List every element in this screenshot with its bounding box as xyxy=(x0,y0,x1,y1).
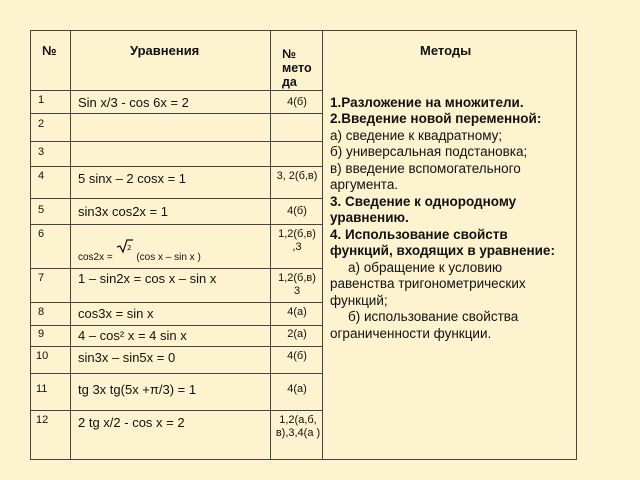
row-number: 3 xyxy=(38,146,45,158)
equation-text: 2 tg x/2 - cos x = 2 xyxy=(78,415,185,430)
equation-text: sin3x cos2x = 1 xyxy=(78,204,168,219)
method-2: 2.Введение новой переменной: xyxy=(330,111,542,127)
equation-text: 1 – sin2x = cos x – sin x xyxy=(78,271,217,286)
equation-text: Sin x/3 - cos 6x = 2 xyxy=(78,95,189,110)
method-code: 4(б) xyxy=(287,96,307,108)
table-divider-code xyxy=(322,30,323,460)
table-divider-eq xyxy=(270,30,271,460)
equation-text: sin3x – sin5x = 0 xyxy=(78,350,176,365)
method-1: 1.Разложение на множители. xyxy=(330,95,524,110)
row-separator xyxy=(30,410,323,411)
row-separator xyxy=(30,325,323,326)
row-separator xyxy=(30,302,323,303)
row-number: 11 xyxy=(36,383,48,395)
method-code: 1,2(б,в) 3 xyxy=(278,272,316,298)
method-code: 3, 2(б,в) xyxy=(276,170,318,182)
row-number: 5 xyxy=(38,204,45,216)
equation-lhs: cos2x = xyxy=(78,252,113,263)
row-separator xyxy=(30,224,323,225)
table-border-top xyxy=(30,30,577,31)
method-2b: б) универсальная подстановка; xyxy=(330,144,528,160)
table-border-right xyxy=(576,30,577,460)
row-number: 1 xyxy=(38,94,45,106)
table-border-bottom xyxy=(30,459,577,460)
method-code: 4(б) xyxy=(287,350,307,362)
row-separator xyxy=(30,346,323,347)
method-4a: а) обращение к условию равенства тригонометрических функций; xyxy=(330,259,526,308)
header-equations: Уравнения xyxy=(130,43,200,58)
row-number: 12 xyxy=(36,414,49,426)
row-number: 6 xyxy=(38,228,45,240)
equation-text: tg 3x tg(5x +π/3) = 1 xyxy=(78,382,197,397)
row-number: 8 xyxy=(38,306,45,318)
equation-rhs: (cos x – sin x ) xyxy=(136,252,201,263)
row-separator xyxy=(30,268,323,269)
header-bottom-line xyxy=(30,90,323,91)
header-num: № xyxy=(42,43,57,58)
row-separator xyxy=(30,198,323,199)
sqrt-symbol-icon xyxy=(116,238,134,257)
row-number: 7 xyxy=(38,272,45,284)
method-2c: в) введение вспомогательного аргумента. xyxy=(330,160,521,193)
row-separator xyxy=(30,141,323,142)
row-separator xyxy=(30,373,323,374)
method-4b: б) использование свойства ограниченности функции. xyxy=(330,309,519,341)
header-methods: Методы xyxy=(420,43,472,58)
table-border-left xyxy=(30,30,31,460)
equation-text xyxy=(78,244,201,263)
table-divider-num xyxy=(70,30,71,460)
equation-text: cos3x = sin x xyxy=(78,306,154,321)
equation-text: 5 sinx – 2 cosx = 1 xyxy=(78,171,187,186)
method-code: 2(а) xyxy=(287,328,307,340)
row-number: 9 xyxy=(38,328,45,340)
row-separator xyxy=(30,166,323,167)
header-method-num: № мето да xyxy=(282,47,312,89)
method-3: 3. Сведение к однородному уравнению. xyxy=(330,193,517,226)
method-code: 4(а) xyxy=(287,383,307,395)
method-2a: а) сведение к квадратному; xyxy=(330,127,503,143)
method-code: 4(а) xyxy=(287,306,307,318)
method-4: 4. Использование свойств функций, входящих в уравнение: xyxy=(330,226,555,259)
method-code: 1,2(а,б, в),3,4(а ) xyxy=(275,414,321,440)
equation-text: 4 – cos² x = 4 sin x xyxy=(78,328,187,343)
row-separator xyxy=(30,113,323,114)
methods-list xyxy=(330,95,570,342)
svg-text:2: 2 xyxy=(126,244,131,252)
method-code: 1,2(б,в) ,3 xyxy=(278,228,316,254)
row-number: 4 xyxy=(38,170,45,182)
row-number: 10 xyxy=(36,350,49,362)
row-number: 2 xyxy=(38,118,45,130)
method-code: 4(б) xyxy=(287,205,307,217)
